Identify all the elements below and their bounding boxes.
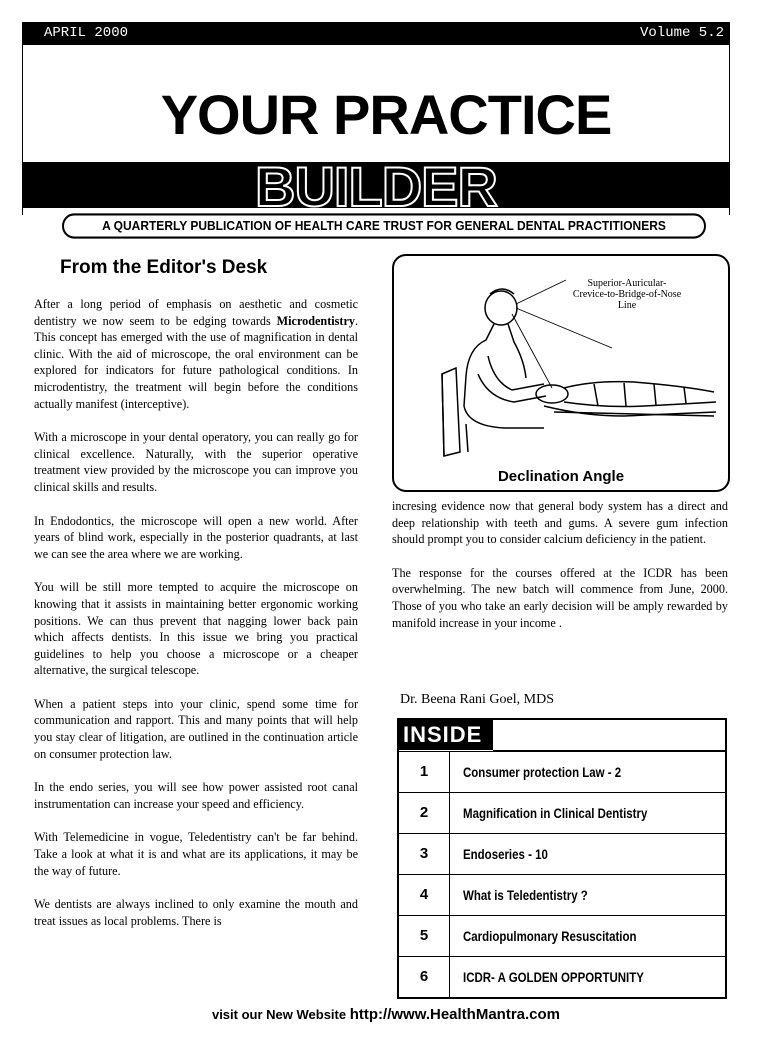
editorial-right-column — [392, 498, 728, 648]
contents-item-number: 6 — [399, 957, 450, 997]
paragraph: incresing evidence now that general body system has a direct and deep relationship with teeth and gums. A severe gum infection should prompt you to consider calcium deficiency in the patient. — [392, 499, 728, 547]
inside-heading: INSIDE — [399, 720, 493, 750]
newsletter-title-line2: BUILDER — [255, 162, 497, 208]
publication-tagline: A QUARTERLY PUBLICATION OF HEALTH CARE TRUST FOR GENERAL DENTAL PRACTITIONERS — [62, 213, 706, 238]
figure-annotation: Superior-Auricular- Crevice-to-Bridge-of-Nose Line — [572, 278, 682, 311]
contents-item[interactable] — [399, 956, 725, 997]
title-black-band — [22, 162, 730, 208]
footer-website — [0, 1006, 772, 1023]
bold-term: Microdentistry — [276, 313, 355, 328]
paragraph: In the endo series, you will see how power assisted root canal instrumentation can increase your speed and efficiency. — [34, 780, 358, 811]
contents-item-number: 4 — [399, 875, 450, 915]
declination-angle-figure — [392, 254, 730, 492]
contents-item-title: Magnification in Clinical Dentistry — [463, 805, 648, 821]
contents-item-title: Endoseries - 10 — [463, 846, 548, 862]
paragraph: With Telemedicine in vogue, Teledentistry can't be far behind. Take a look at what it is and what are its applications, it may be the way of future. — [34, 830, 358, 878]
contents-item[interactable] — [399, 792, 725, 833]
website-link[interactable]: http://www.HealthMantra.com — [349, 1006, 561, 1023]
contents-item-number: 5 — [399, 916, 450, 956]
footer-text: visit our New Website — [211, 1007, 347, 1022]
contents-item-title: Cardiopulmonary Resuscitation — [463, 928, 637, 944]
contents-item-number: 1 — [399, 752, 450, 792]
contents-item-title: ICDR- A GOLDEN OPPORTUNITY — [463, 969, 644, 985]
editor-signature: Dr. Beena Rani Goel, MDS — [400, 692, 554, 707]
masthead-date-bar — [22, 22, 730, 44]
paragraph: In Endodontics, the microscope will open a new world. After years of blind work, especially in the posterior quadrants, at last we can see the area where we are working. — [34, 513, 358, 561]
paragraph: You will be still more tempted to acquire the microscope on knowing that it assists in maintaining better ergonomic working positions. We can thus prevent that nagging lower back pain which affects dentists. In this issue we bring you practical guidelines to help you choose a microscope or a cheaper alternative, the surgical telescope. — [34, 580, 358, 678]
inside-contents-box — [397, 718, 727, 999]
contents-item[interactable] — [399, 751, 725, 792]
contents-item-title: What is Teledentistry ? — [463, 887, 588, 903]
volume-number: Volume 5.2 — [639, 25, 724, 41]
issue-date: APRIL 2000 — [44, 25, 129, 41]
contents-item[interactable] — [399, 833, 725, 874]
contents-item[interactable] — [399, 915, 725, 956]
figure-caption: Declination Angle — [497, 468, 625, 485]
contents-item-number: 2 — [399, 793, 450, 833]
contents-item-title: Consumer protection Law - 2 — [463, 764, 622, 780]
paragraph: When a patient steps into your clinic, spend some time for communication and rapport. This and many points that will help you stay clear of litigation, are outlined in the continuation article on consumer protection law. — [34, 696, 358, 761]
paragraph: The response for the courses offered at the ICDR has been overwhelming. The new batch will commence from June, 2000. Those of you who take an early decision will be amply rewarded by manifold increase in your income . — [392, 565, 728, 630]
editorial-left-column — [34, 296, 358, 946]
contents-item-number: 3 — [399, 834, 450, 874]
paragraph: After a long period of emphasis on aesthetic and cosmetic dentistry we now seem to be edging towards Microdentistry. This concept has emerged with the use of magnification in dental clinic. With the aid of microscope, the oral environment can be explored for indicators for future pathological conditions. In microdentistry, the treatment will begin before the conditions actually manifest (interceptive). — [34, 297, 358, 411]
contents-item[interactable] — [399, 874, 725, 915]
newsletter-title-line1: YOUR PRACTICE — [160, 83, 612, 146]
editorial-heading: From the Editor's Desk — [60, 257, 268, 278]
paragraph: We dentists are always inclined to only examine the mouth and treat issues as local problems. There is — [34, 897, 358, 928]
paragraph: With a microscope in your dental operatory, you can really go for clinical excellence. Naturally, with the superior operative treatment view provided by the microscope you can improve you clinical skills and results. — [34, 430, 358, 494]
